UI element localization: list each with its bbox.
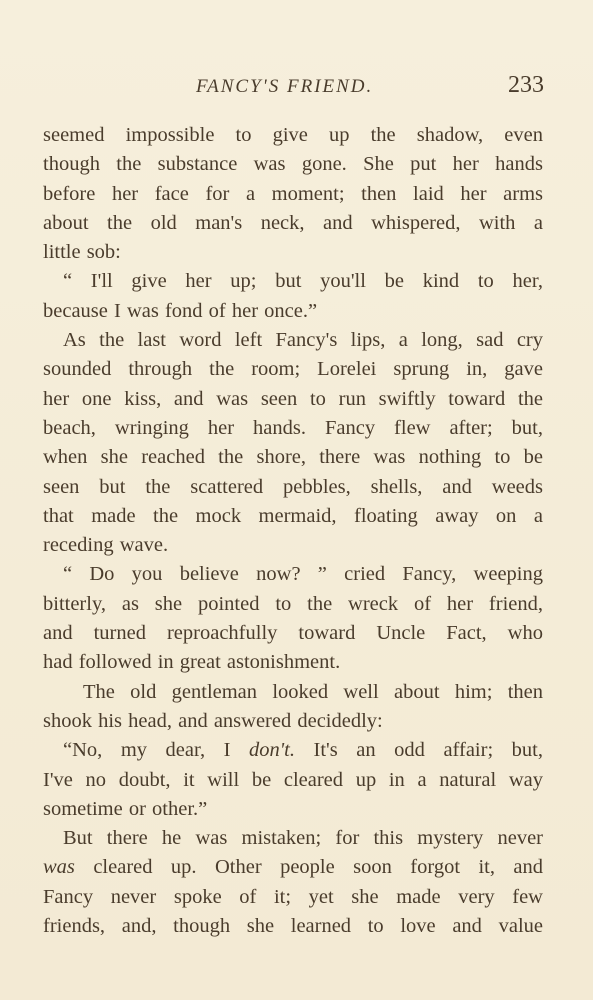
emphasis: don't. — [249, 739, 295, 762]
text-line: was cleared up. Other people soon forgot it, and — [43, 856, 543, 879]
text-line: seen but the scattered pebbles, shells, and weeds — [43, 475, 543, 498]
text-line: that made the mock mermaid, floating away on a — [43, 504, 543, 527]
text-line: beach, wringing her hands. Fancy flew after; but, — [43, 416, 543, 439]
text-line: bitterly, as she pointed to the wreck of her friend, — [43, 592, 543, 615]
page-number: 233 — [508, 72, 544, 98]
text-line: had followed in great astonishment. — [43, 651, 341, 674]
text-line: I've no doubt, it will be cleared up in a natural way — [43, 768, 543, 791]
page-header — [0, 72, 593, 106]
text-line: The old gentleman looked well about him; then — [83, 680, 543, 703]
text-line: about the old man's neck, and whispered, with a — [43, 211, 543, 234]
running-title: FANCY'S FRIEND. — [196, 76, 374, 97]
text-line: sounded through the room; Lorelei sprung in, gave — [43, 358, 543, 381]
text-line: when she reached the shore, there was nothing to be — [43, 446, 543, 469]
text-line: sometime or other.” — [43, 797, 208, 820]
text-line: shook his head, and answered decidedly: — [43, 709, 383, 732]
text-line: Fancy never spoke of it; yet she made very few — [43, 885, 543, 908]
text-line: seemed impossible to give up the shadow, even — [43, 124, 543, 146]
text-line: before her face for a moment; then laid her arms — [43, 182, 543, 205]
body-text — [43, 121, 543, 941]
text-line: As the last word left Fancy's lips, a long, sad cry — [63, 329, 543, 352]
text-line: receding wave. — [43, 534, 169, 557]
text-line: But there he was mistaken; for this mystery never — [63, 827, 543, 850]
text-line: her one kiss, and was seen to run swiftly toward the — [43, 387, 543, 410]
text-line: friends, and, though she learned to love and value — [43, 915, 543, 938]
text-line: little sob: — [43, 241, 121, 264]
text-line: “No, my dear, I don't. It's an odd affair; but, — [63, 739, 543, 762]
text-line: “ Do you believe now? ” cried Fancy, weeping — [63, 563, 543, 586]
text-line: “ I'll give her up; but you'll be kind to her, — [63, 270, 543, 293]
text-line: because I was fond of her once.” — [43, 299, 318, 322]
text-line: and turned reproachfully toward Uncle Fact, who — [43, 622, 543, 645]
emphasis: was — [43, 856, 75, 879]
text-line: though the substance was gone. She put her hands — [43, 153, 543, 176]
